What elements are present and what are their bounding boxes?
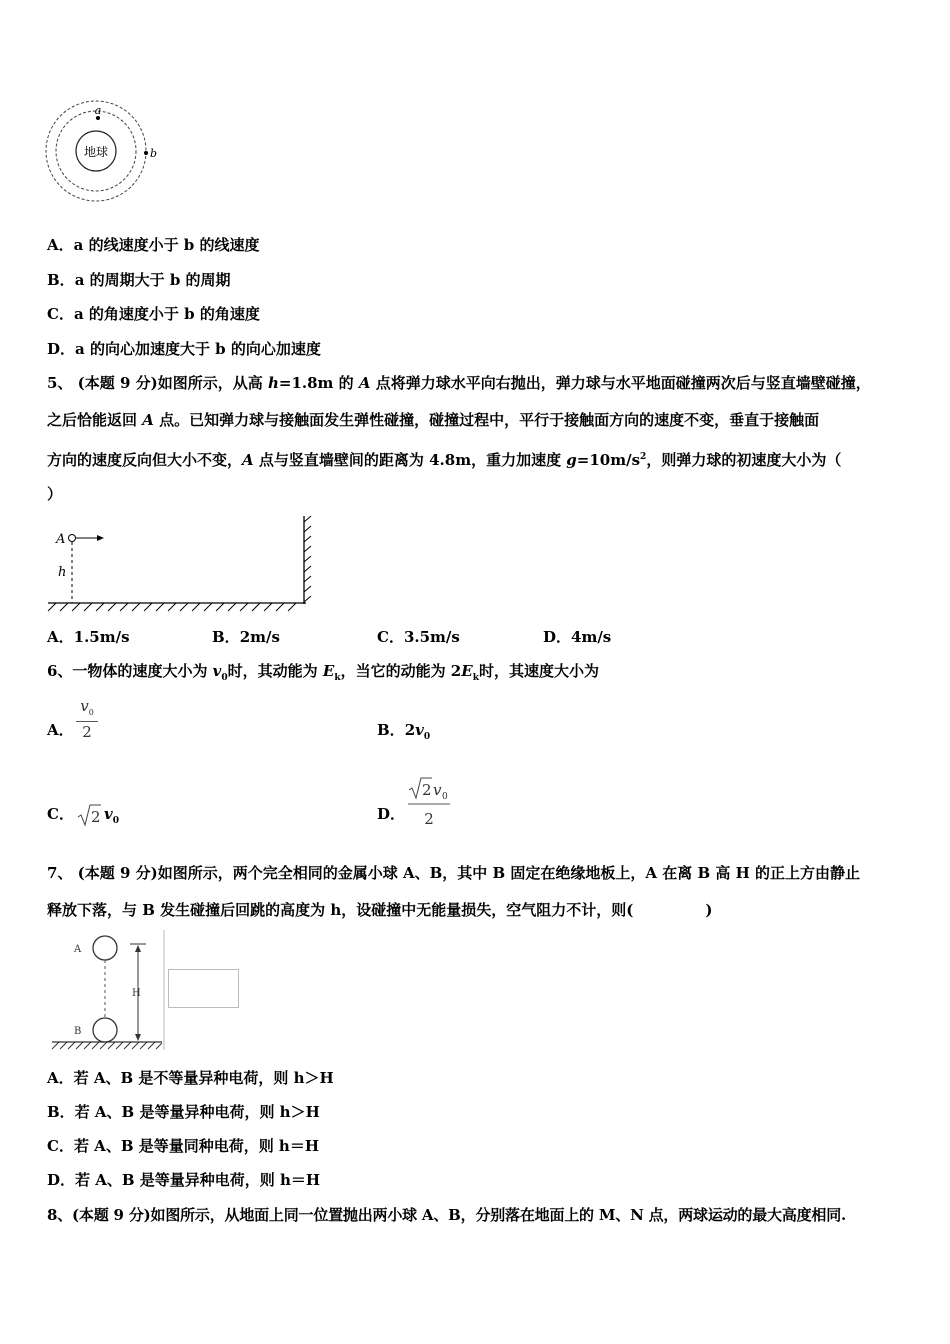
q7-option-d[interactable]: D．若 A、B 是等量异种电荷，则 h＝H [47, 1171, 321, 1189]
q8-stem: 8、(本题 9 分)如图所示，从地面上同一位置抛出两小球 A、B，分别落在地面上的 M、N 点，两球运动的最大高度相同. [47, 1206, 847, 1224]
ball-b [93, 1018, 117, 1042]
ball-b-label: B [74, 1026, 82, 1037]
q4-option-c[interactable]: C．a 的角速度小于 b 的角速度 [47, 305, 260, 323]
svg-text:0: 0 [442, 792, 448, 802]
earth-label: 地球 [83, 145, 109, 159]
ball-a [93, 936, 117, 960]
q4-option-a[interactable]: A．a 的线速度小于 b 的线速度 [47, 236, 260, 254]
q6-stem: 6、一物体的速度大小为 $v_0$时，其动能为 $E_k$，当它的动能为 $2E_k$时，其速度大小为 [47, 662, 599, 683]
q7-stem-line-1: 7、 (本题 9 分)如图所示，两个完全相同的金属小球 A、B，其中 B 固定在绝缘地板上，A 在离 B 高 H 的正上方由静止 [47, 864, 861, 882]
q4-option-d[interactable]: D．a 的向心加速度大于 b 的向心加速度 [47, 340, 321, 358]
q5-option-a[interactable]: A．1.5m/s [47, 628, 130, 646]
q5-option-d[interactable]: D．4m/s [543, 628, 612, 646]
svg-text:2: 2 [422, 781, 432, 799]
q5-stem-line-2: 之后恰能返回 A 点。已知弹力球与接触面发生弹性碰撞，碰撞过程中，平行于接触面方向的速度不变，垂直于接触面 [47, 411, 820, 429]
satellite-a-label: a [94, 104, 102, 117]
q5-option-b[interactable]: B．2m/s [212, 628, 280, 646]
ground-hatch [52, 1042, 162, 1049]
q7-option-a[interactable]: A．若 A、B 是不等量异种电荷，则 h＞H [47, 1069, 334, 1087]
svg-text:2: 2 [424, 810, 434, 828]
q6-option-a-fraction: $\frac{v_0}{2}$ [76, 698, 98, 742]
velocity-arrow-head [97, 535, 104, 541]
q7-stem-line-2: 释放下落，与 B 发生碰撞后回跳的高度为 h，设碰撞中无能量损失，空气阻力不计，则( ) [47, 901, 713, 919]
q4-option-b[interactable]: B．a 的周期大于 b 的周期 [47, 271, 231, 289]
satellite-b-dot [144, 151, 148, 155]
height-label: h [58, 565, 67, 580]
ground-hatch [48, 603, 296, 611]
q6-option-d[interactable]: D． [377, 805, 406, 823]
point-a-label: A [56, 532, 66, 547]
point-a-ball [69, 535, 76, 542]
earth-orbit-figure [40, 98, 165, 208]
q6-option-c-velocity: $v_0$ [104, 805, 119, 826]
q7-figure [46, 930, 168, 1052]
q5-stem-line-4: ） [47, 485, 63, 503]
q6-option-a[interactable]: A． [47, 721, 74, 739]
svg-text:2: 2 [91, 808, 101, 826]
svg-text:v: v [433, 781, 442, 799]
ball-a-label: A [74, 944, 82, 955]
q6-option-c[interactable]: C． [47, 805, 74, 823]
answer-box[interactable] [168, 969, 239, 1008]
q7-option-b[interactable]: B．若 A、B 是等量异种电荷，则 h＞H [47, 1103, 320, 1121]
q5-option-c[interactable]: C．3.5m/s [377, 628, 460, 646]
height-arrow-top [135, 945, 141, 952]
satellite-b-label: b [150, 147, 158, 160]
q5-figure [44, 512, 316, 614]
q7-option-c[interactable]: C．若 A、B 是等量同种电荷，则 h＝H [47, 1137, 320, 1155]
q6-option-b[interactable]: B．$2v_0$ [377, 721, 431, 742]
wall-hatch [304, 516, 311, 602]
q6-option-c-radical [76, 802, 102, 828]
q6-option-d-fraction [406, 776, 454, 832]
height-arrow-bottom [135, 1034, 141, 1041]
height-label: H [132, 988, 141, 999]
q5-stem-line-1: 5、 (本题 9 分)如图所示，从高 h=1.8m 的 A 点将弹力球水平向右抛出，弹力球与水平地面碰撞两次后与竖直墙壁碰撞， [47, 374, 871, 392]
q5-stem-line-3: 方向的速度反向但大小不变，A 点与竖直墙壁间的距离为 4.8m，重力加速度 $g=10m/s^2$，则弹力球的初速度大小为（ [47, 451, 842, 469]
